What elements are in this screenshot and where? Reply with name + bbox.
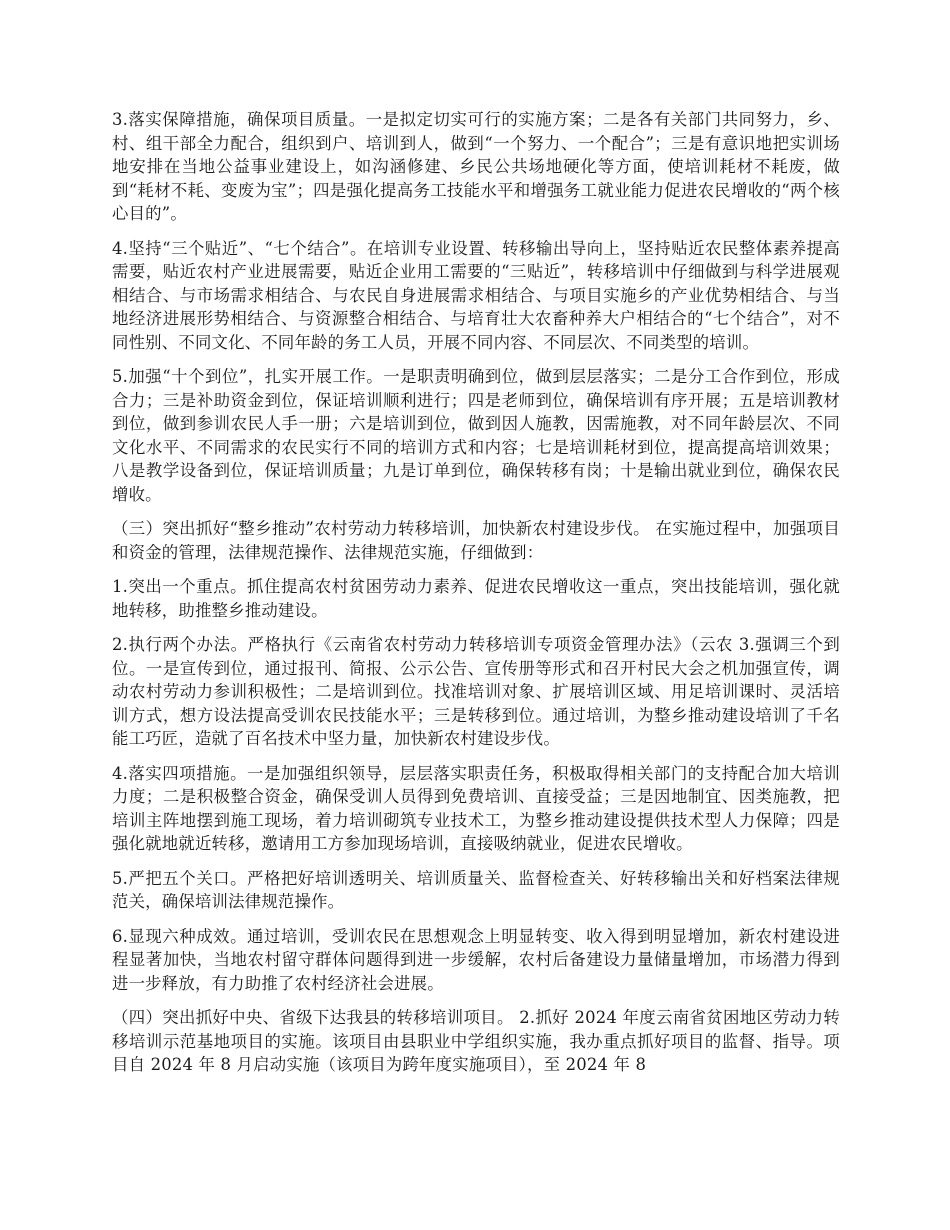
paragraph-ten-in-place: 5.加强“十个到位”，扎实开展工作。一是职责明确到位，做到层层落实；二是分工合作到位，形成合力；三是补助资金到位，保证培训顺利进行；四是老师到位，确保培训有序开展；五是培训教材到位，做到参训农民人手一册；六是培训到位，做到因人施教，因需施教，对不同年龄层次、不同文化水平、不同需求的农民实行不同的培训方式和内容；七是培训耗材到位，提高提高培训效果；八是教学设备到位，保证培训质量；九是订单到位，确保转移有岗；十是输出就业到位，确保农民增收。 [112,367,840,504]
paragraph-six-results: 6.显现六种成效。通过培训，受训农民在思想观念上明显转变、收入得到明显增加，新农村建设进程显著加快，当地农村留守群体问题得到进一步缓解，农村后备建设力量储量增加，市场潜力得到进一步释放，有力助推了农村经济社会进展。 [112,926,840,993]
document-body [112,108,840,1088]
section-heading-four: （四）突出抓好中央、省级下达我县的转移培训项目。 2.抓好 2024 年度云南省贫困地区劳动力转移培训示范基地项目的实施。该项目由县职业中学组织实施，我办重点抓好项目的监督、指导。项目自 2024 年 8 月启动实施（该项目为跨年度实施项目），至 2024 年 8 [112,1008,840,1074]
paragraph-four-measures: 4.落实四项措施。一是加强组织领导，层层落实职责任务，积极取得相关部门的支持配合加大培训力度；二是积极整合资金，确保受训人员得到免费培训、直接受益；三是因地制宜、因类施教，把培训主阵地摆到施工现场，着力培训砌筑专业技术工，为整乡推动建设提供技术型人力保障；四是强化就地就近转移，邀请用工方参加现场培训，直接吸纳就业，促进农民增收。 [112,763,840,853]
paragraph-safeguard-measures: 3.落实保障措施，确保项目质量。一是拟定切实可行的实施方案；二是各有关部门共同努力，乡、村、组干部全力配合，组织到户、培训到人，做到“一个努力、一个配合”；三是有意识地把实训场地安排在当地公益事业建设上，如沟涵修建、乡民公共场地硬化等方面，使培训耗材不耗废，做到“耗材不耗、变废为宝”；四是强化提高务工技能水平和增强务工就业能力促进农民增收的“两个核心目的”。 [112,110,840,223]
paragraph-one-focus: 1.突出一个重点。抓住提高农村贫困劳动力素养、促进农民增收这一重点，突出技能培训，强化就地转移，助推整乡推动建设。 [112,577,840,620]
paragraph-three-close-seven-combine: 4.坚持“三个贴近”、“七个结合”。在培训专业设置、转移输出导向上，坚持贴近农民整体素养提高需要，贴近农村产业进展需要，贴近企业用工需要的“三贴近”，转移培训中仔细做到与科学进展观相结合、与市场需求相结合、与农民自身进展需求相结合、与项目实施乡的产业优势相结合、与当地经济进展形势相结合、与资源整合相结合、与培育壮大农畜种养大户相结合的“七个结合”，对不同性别、不同文化、不同年龄的务工人员，开展不同内容、不同层次、不同类型的培训。 [112,238,840,352]
paragraph-five-checkpoints: 5.严把五个关口。严格把好培训透明关、培训质量关、监督检查关、好转移输出关和好档案法律规范关，确保培训法律规范操作。 [112,868,840,911]
section-heading-three: （三）突出抓好“整乡推动”农村劳动力转移培训，加快新农村建设步伐。 在实施过程中，加强项目和资金的管理，法律规范操作、法律规范实施，仔细做到： [112,519,840,562]
paragraph-two-methods: 2.执行两个办法。严格执行《云南省农村劳动力转移培训专项资金管理办法》（云农 3.强调三个到位。一是宣传到位，通过报刊、简报、公示公告、宣传册等形式和召开村民大会之机加强宣传，调动农村劳动力参训积极性；二是培训到位。找准培训对象、扩展培训区域、用足培训课时、灵活培训方式，想方设法提高受训农民技能水平；三是转移到位。通过培训，为整乡推动建设培训了千名能工巧匠，造就了百名技术中坚力量，加快新农村建设步伐。 [112,635,840,748]
